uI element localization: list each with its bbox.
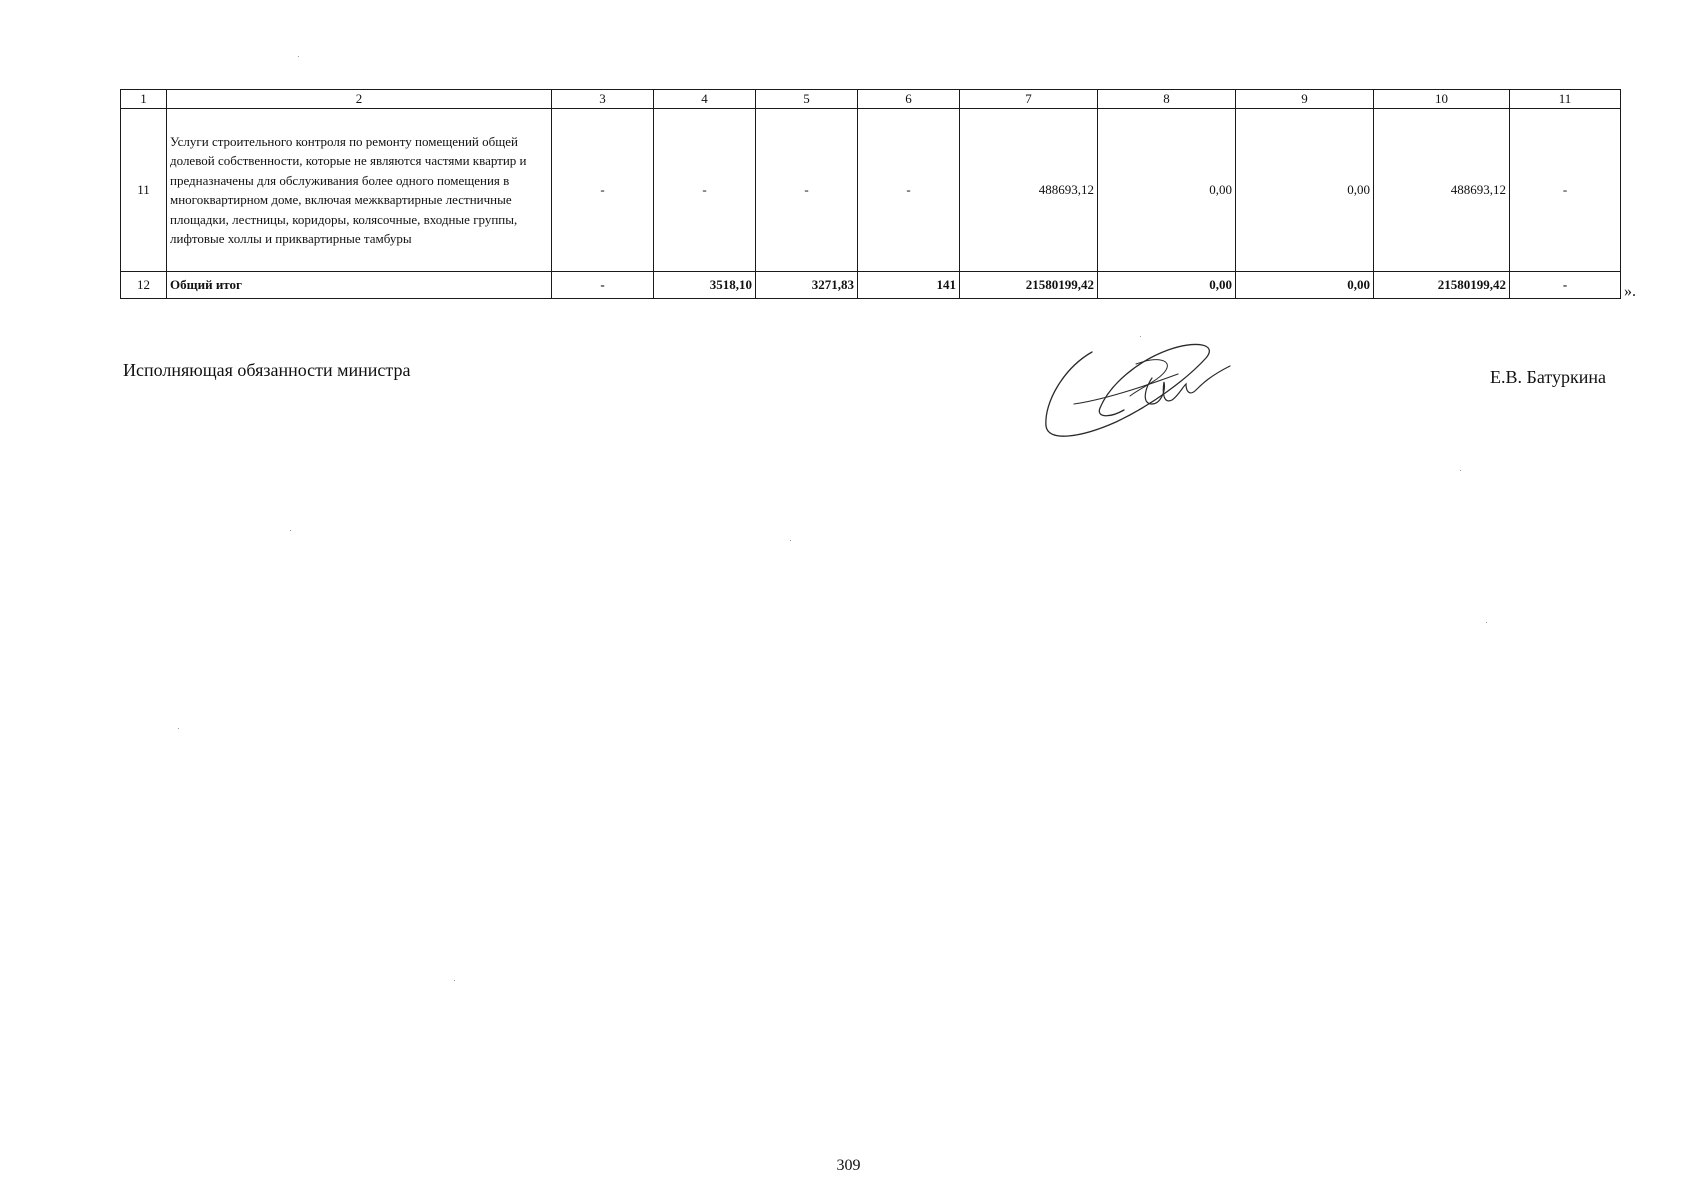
table-cell: 0,00 <box>1098 272 1236 299</box>
scan-speck <box>1460 470 1461 471</box>
column-header: 8 <box>1098 90 1236 109</box>
scan-speck <box>1140 336 1141 337</box>
table-cell: 21580199,42 <box>1374 272 1510 299</box>
scan-speck <box>454 980 455 981</box>
total-row <box>121 272 1621 299</box>
column-header: 1 <box>121 90 167 109</box>
closing-quote: ». <box>1624 283 1636 300</box>
scan-speck <box>178 728 179 729</box>
scan-speck <box>298 56 299 57</box>
table-cell: 3518,10 <box>654 272 756 299</box>
table-cell: - <box>1510 272 1621 299</box>
column-header: 11 <box>1510 90 1621 109</box>
row-number: 12 <box>121 272 167 299</box>
column-header: 2 <box>167 90 552 109</box>
column-header: 7 <box>960 90 1098 109</box>
table-cell: 0,00 <box>1098 109 1236 272</box>
row-number: 11 <box>121 109 167 272</box>
table-cell: - <box>552 272 654 299</box>
table-cell: 488693,12 <box>960 109 1098 272</box>
row-description: Услуги строительного контроля по ремонту помещений общей долевой собственности, которые не являются частями квартир и предназначены для обслуживания более одного помещения в многоквартирном доме, включая межквартирные лестничные площадки, лестницы, коридоры, колясочные, входные группы, лифтовые холлы и приквартирные тамбуры <box>167 109 552 272</box>
table-cell: - <box>552 109 654 272</box>
signer-name: Е.В. Батуркина <box>1490 367 1606 387</box>
column-header: 10 <box>1374 90 1510 109</box>
table-cell: - <box>858 109 960 272</box>
column-number-row <box>121 90 1621 109</box>
scan-speck <box>790 540 791 541</box>
table-cell: - <box>654 109 756 272</box>
column-header: 9 <box>1236 90 1374 109</box>
row-description: Общий итог <box>167 272 552 299</box>
table-cell: 21580199,42 <box>960 272 1098 299</box>
scan-speck <box>290 530 291 531</box>
table-cell: 141 <box>858 272 960 299</box>
page-number: 309 <box>836 1157 861 1174</box>
table-cell: 0,00 <box>1236 109 1374 272</box>
table-row <box>121 109 1621 272</box>
summary-table <box>120 89 1621 299</box>
table-cell: - <box>756 109 858 272</box>
signer-position: Исполняющая обязанности министра <box>123 360 411 380</box>
column-header: 6 <box>858 90 960 109</box>
column-header: 5 <box>756 90 858 109</box>
column-header: 4 <box>654 90 756 109</box>
handwritten-signature <box>1040 330 1240 450</box>
table-cell: 0,00 <box>1236 272 1374 299</box>
table-cell: 3271,83 <box>756 272 858 299</box>
scan-speck <box>1486 622 1487 623</box>
table-cell: - <box>1510 109 1621 272</box>
table-cell: 488693,12 <box>1374 109 1510 272</box>
column-header: 3 <box>552 90 654 109</box>
